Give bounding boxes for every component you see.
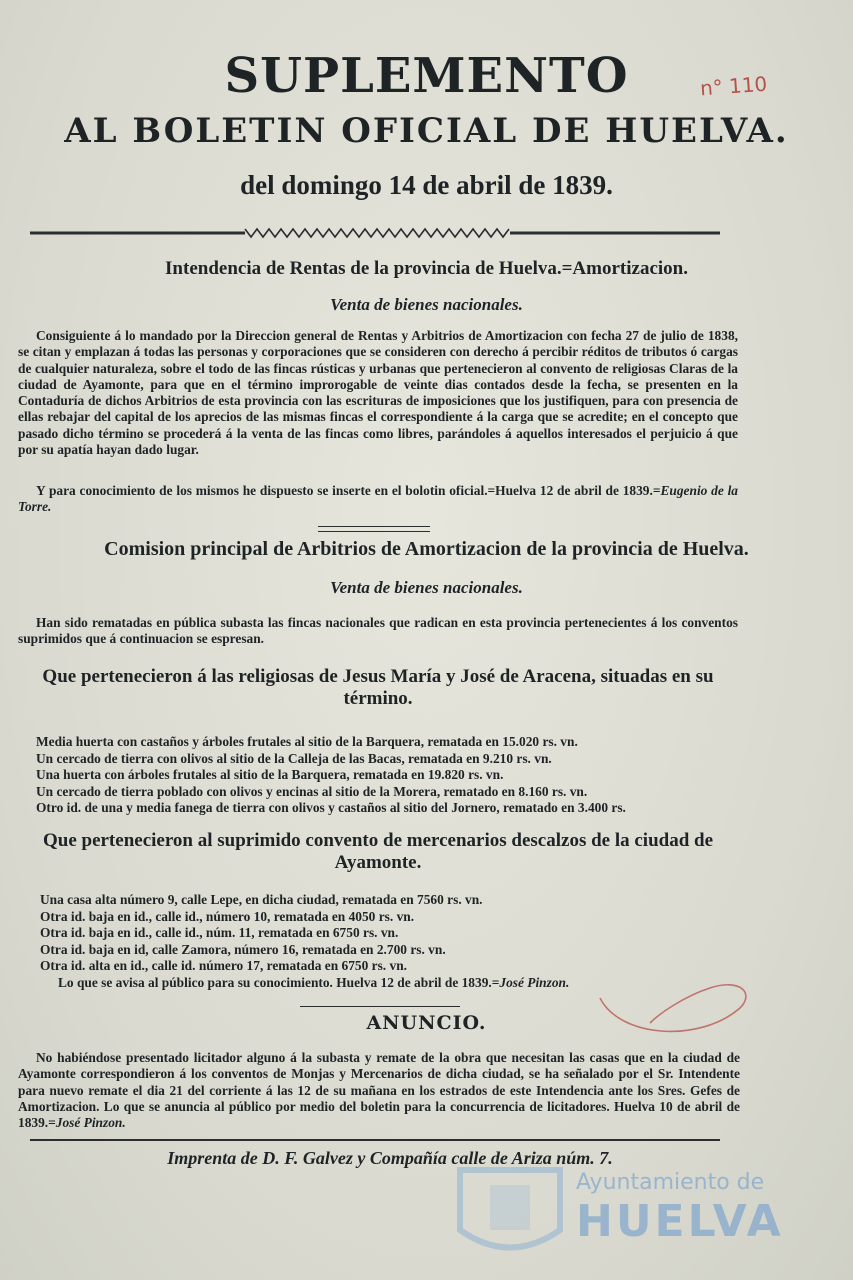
- masthead-subtitle: AL BOLETIN OFICIAL DE HUELVA.: [64, 111, 789, 151]
- section1-signature: Eugenio de la Torre.: [18, 483, 738, 515]
- list-item: Otro id. de una y media fanega de tierra con olivos y castaños al sitio del Jornero, rematado en 3.400 rs.: [36, 800, 626, 815]
- ornamental-rule: [30, 222, 730, 244]
- anuncio-text: No habiéndose presentado licitador alguno á la subasta y remate de la obra que necesitan las casas que en la ciudad de Ayamonte correspondieron á los conventos de Monjas y Mercenarios de dicha ciudad, se ha señalado por el Sr. Intendente para nuevo remate el dia 21 del corriente á las 12 de su mañana en los estrados de este Intendencia ante los Sres. Gefes de Amortizacion. Lo que se anuncia al público por medio del boletin para la concurrencia de licitadores. Huelva 10 de abril de 1839.=: [18, 1050, 740, 1131]
- section2-heading: Comision principal de Arbitrios de Amortizacion de la provincia de Huelva.: [104, 538, 749, 560]
- list-item: Una casa alta número 9, calle Lepe, en dicha ciudad, rematada en 7560 rs. vn.: [40, 892, 483, 907]
- list-item: Un cercado de tierra con olivos al sitio de la Calleja de las Bacas, rematada en 9.210 rs. vn.: [36, 750, 552, 766]
- anuncio-heading: ANUNCIO.: [366, 1012, 487, 1034]
- group2-heading: Que pertenecieron al suprimido convento de mercenarios descalzos de la ciudad de Ayamonte.: [42, 830, 714, 873]
- masthead-title: SUPLEMENTO: [224, 48, 629, 104]
- anuncio-paragraph: [18, 1050, 740, 1131]
- group2-closing-text: Lo que se avisa al público para su conocimiento. Huelva 12 de abril de 1839.=: [58, 974, 500, 990]
- section1-paragraph: Consiguiente á lo mandado por la Direccion general de Rentas y Arbitrios de Amortizacion con fecha 27 de julio de 1838, se citan y emplazan á todas las personas y corporaciones que se consideren con derecho á percibir réditos de tributos ó cargas de cualquier naturaleza, sobre el todo de las fincas rústicas y urbanas que pertenecieron al convento de religiosas Claras de la ciudad de Ayamonte, para que en el término improrogable de veinte dias contados desde la fecha, se presenten en la Contaduría de dichos Arbitrios de esta provincia con las escrituras de imposiciones que los justifiquen, para con presencia de ellas rebajar del capital de los aprecios de las mismas fincas el correspondiente á la carga que se acredite; en el concepto que pasado dicho término se procederá á la venta de las fincas como libres, parándoles á aquellos interesados el perjuicio á que por su apatía hayan dado lugar.: [18, 328, 738, 458]
- list-item: Otra id. baja en id, calle Zamora, número 16, rematada en 2.700 rs. vn.: [40, 941, 446, 957]
- section1-closing: [18, 483, 738, 516]
- group1-list: [36, 734, 746, 817]
- section1-subheading: Venta de bienes nacionales.: [330, 295, 523, 314]
- section1-closing-text: Y para conocimiento de los mismos he dispuesto se inserte en el bolotin oficial.=Huelva 12 de abril de 1839.=: [36, 483, 661, 498]
- section2-intro: Han sido rematadas en pública subasta las fincas nacionales que radican en esta provincia pertenecientes á los conventos suprimidos que á continuacion se espresan.: [18, 615, 738, 647]
- bottom-rule: [30, 1139, 720, 1141]
- section1-heading: Intendencia de Rentas de la provincia de Huelva.=Amortizacion.: [165, 258, 688, 279]
- double-rule: [318, 526, 430, 532]
- watermark-line1: Ayuntamiento de: [576, 1170, 765, 1195]
- section2-subheading: Venta de bienes nacionales.: [330, 578, 523, 597]
- list-item: Un cercado de tierra poblado con olivos y encinas al sitio de la Morera, rematado en 8.160 rs. vn.: [36, 783, 588, 799]
- handwritten-note: n° 110: [699, 71, 768, 101]
- list-item: Media huerta con castaños y árboles frutales al sitio de la Barquera, rematada en 15.020 rs. vn.: [36, 734, 578, 749]
- short-rule: [300, 1006, 460, 1007]
- list-item: Otra id. baja en id., calle id., núm. 11, rematada en 6750 rs. vn.: [40, 925, 399, 940]
- group1-heading: Que pertenecieron á las religiosas de Jesus María y José de Aracena, situadas en su término.: [42, 666, 714, 709]
- masthead-date: del domingo 14 de abril de 1839.: [240, 170, 613, 200]
- group2-signature: José Pinzon.: [499, 974, 570, 990]
- anuncio-signature: José Pinzon.: [55, 1115, 126, 1131]
- list-item: Otra id. baja en id., calle id., número 10, rematada en 4050 rs. vn.: [40, 908, 415, 924]
- list-item: Una huerta con árboles frutales al sitio de la Barquera, rematada en 19.820 rs. vn.: [36, 767, 504, 782]
- watermark-line2: HUELVA: [576, 1196, 784, 1247]
- imprint: Imprenta de D. F. Galvez y Compañía calle de Ariza núm. 7.: [167, 1148, 613, 1168]
- list-item: Otra id. alta en id., calle id. número 17, rematada en 6750 rs. vn.: [40, 958, 407, 973]
